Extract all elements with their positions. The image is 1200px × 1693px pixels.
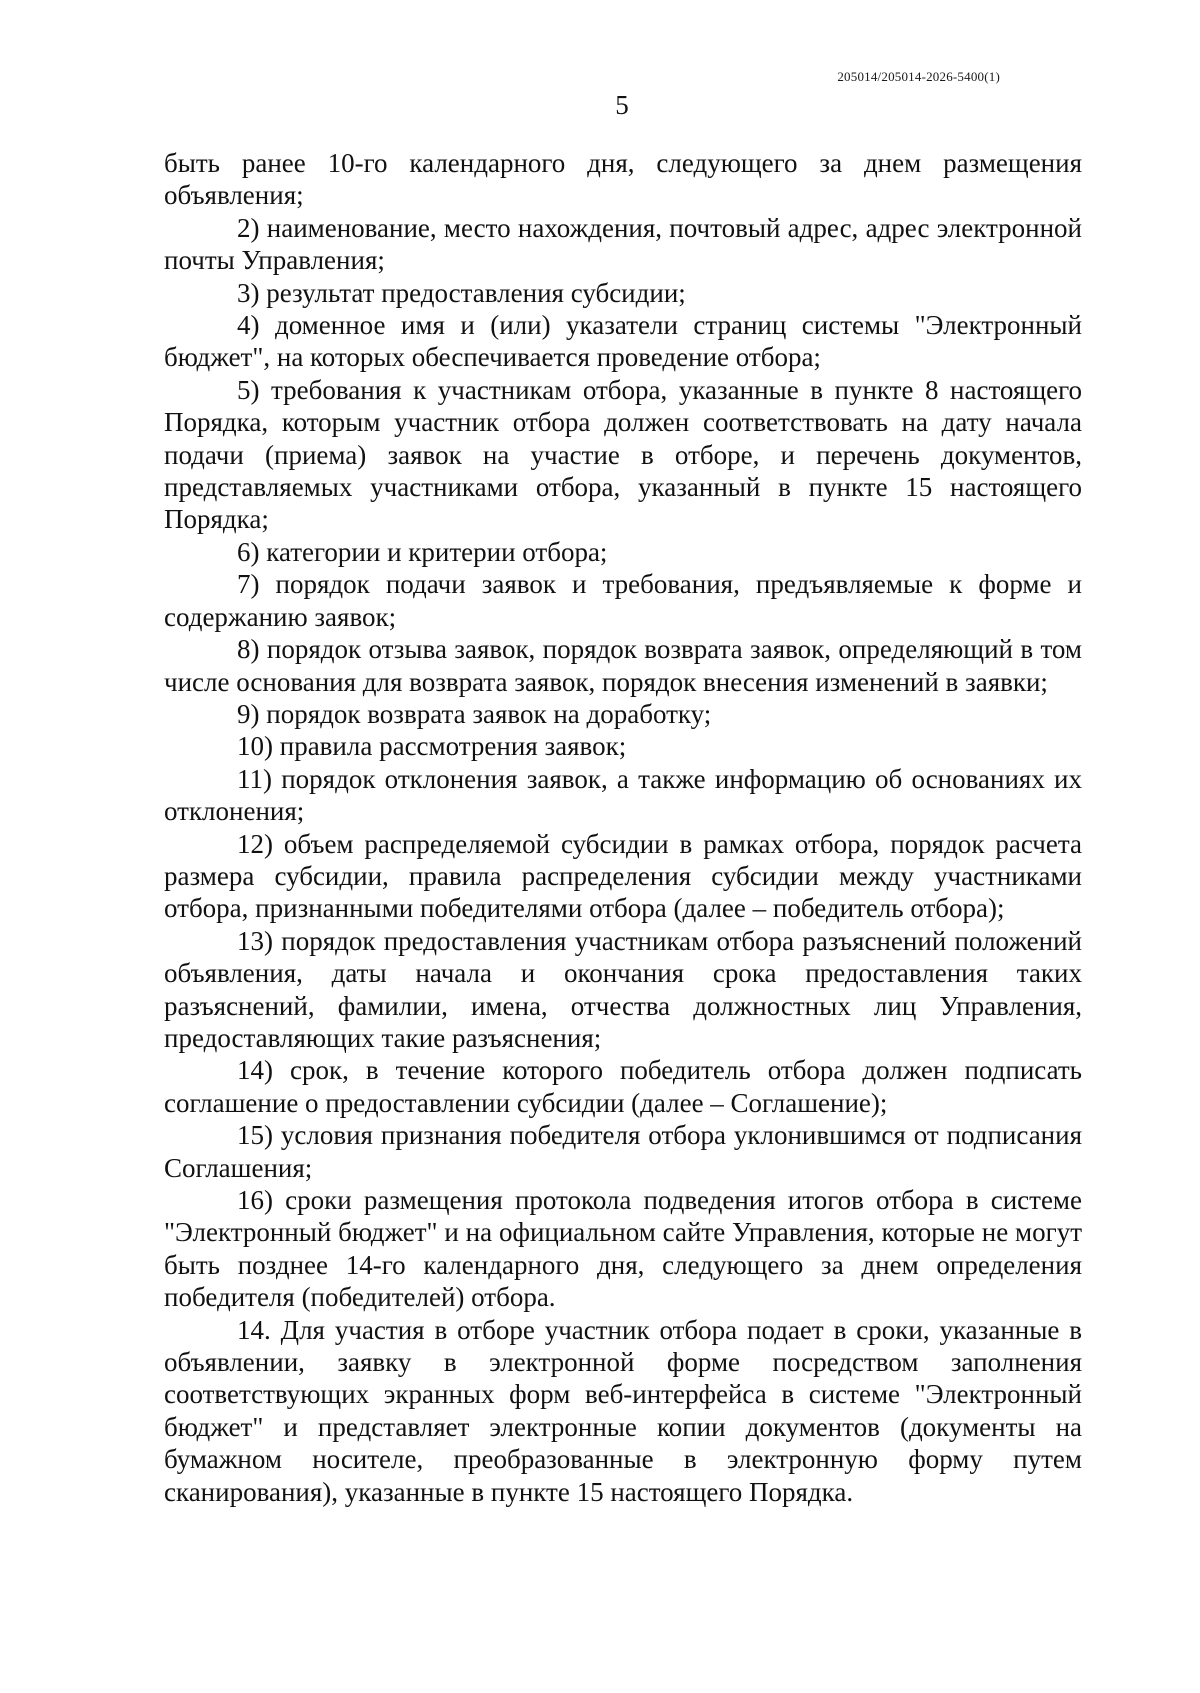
clause-14: 14. Для участия в отборе участник отбора подает в сроки, указанные в объявлении, заявку в электронной форме посредством заполнения соответствующих экранных форм веб-интерфейса в системе "Электронный бюджет" и представляет электронные копии документов (документы на бумажном носителе, преобразованные в электронную форму путем сканирования), указанные в пункте 15 настоящего Порядка. [164,1314,1082,1507]
list-item-14: 14) срок, в течение которого победитель отбора должен подписать соглашение о предоставлении субсидии (далее – Соглашение); [164,1055,1082,1118]
list-item-4: 4) доменное имя и (или) указатели страниц системы "Электронный бюджет", на которых обеспечивается проведение отбора; [164,310,1082,373]
list-item-15: 15) условия признания победителя отбора уклонившимся от подписания Соглашения; [164,1120,1082,1183]
list-item-16: 16) сроки размещения протокола подведения итогов отбора в системе "Электронный бюджет" и на официальном сайте Управления, которые не могут быть позднее 14-го календарного дня, следующего за днем определения победителя (победителей) отбора. [164,1185,1082,1313]
list-item-2: 2) наименование, место нахождения, почтовый адрес, адрес электронной почты Управления; [164,212,1082,276]
page-number: 5 [615,90,629,120]
list-item-9: 9) порядок возврата заявок на доработку; [237,698,712,729]
paragraph-continuation: быть ранее 10-го календарного дня, следующего за днем размещения объявления; [164,148,1082,211]
list-item-5: 5) требования к участникам отбора, указанные в пункте 8 настоящего Порядка, которым участник отбора должен соответствовать на дату начала подачи (приема) заявок на участие в отборе, и перечень документов, представляемых участниками отбора, указанный в пункте 15 настоящего Порядка; [164,374,1082,535]
document-body [164,147,1082,1508]
list-item-7: 7) порядок подачи заявок и требования, предъявляемые к форме и содержанию заявок; [164,569,1082,632]
list-item-10: 10) правила рассмотрения заявок; [237,731,627,762]
list-item-6: 6) категории и критерии отбора; [237,536,608,567]
list-item-11: 11) порядок отклонения заявок, а также информацию об основаниях их отклонения; [164,763,1082,827]
list-item-3: 3) результат предоставления субсидии; [237,277,686,308]
list-item-13: 13) порядок предоставления участникам отбора разъяснений положений объявления, даты начала и окончания срока предоставления таких разъяснений, фамилии, имена, отчества должностных лиц Управления, предоставляющих такие разъяснения; [164,925,1082,1053]
list-item-12: 12) объем распределяемой субсидии в рамках отбора, порядок расчета размера субсидии, правила распределения субсидии между участниками отбора, признанными победителями отбора (далее – победитель отбора); [164,828,1082,924]
document-id: 205014/205014-2026-5400(1) [837,69,1000,84]
list-item-8: 8) порядок отзыва заявок, порядок возврата заявок, определяющий в том числе основания для возврата заявок, порядок внесения изменений в заявки; [164,634,1082,697]
